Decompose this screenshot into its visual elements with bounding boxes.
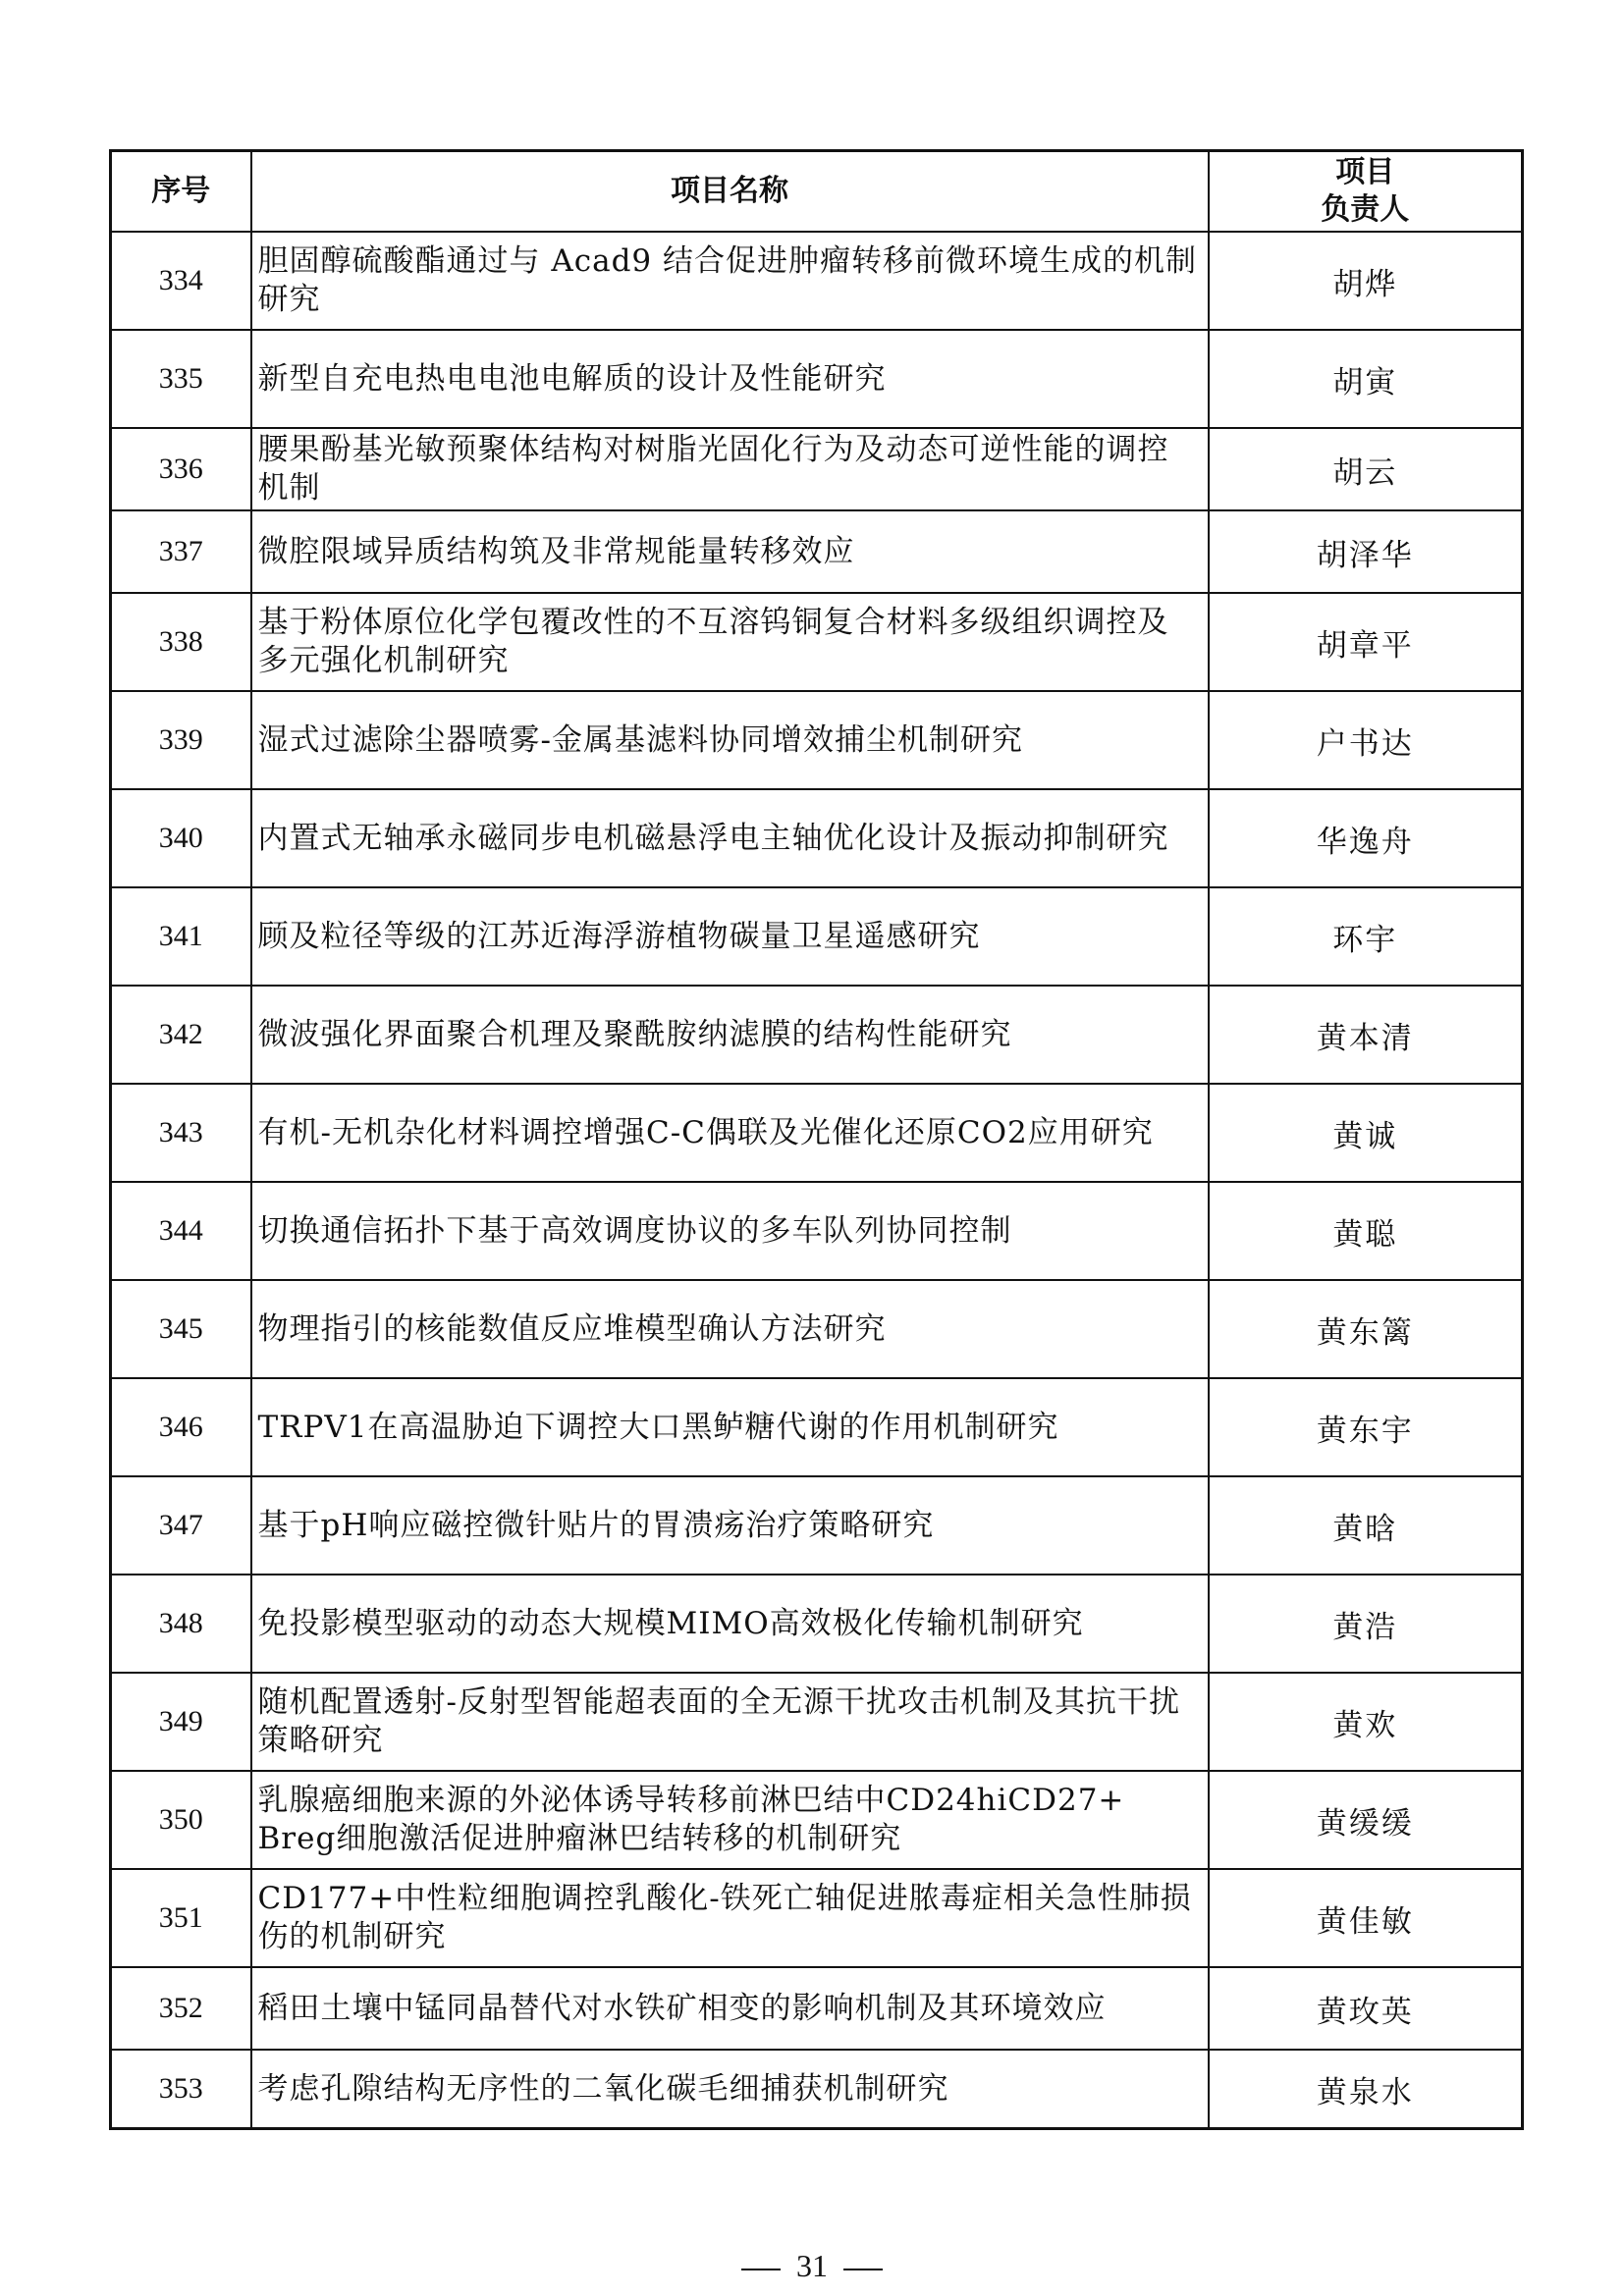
table-row xyxy=(111,1673,1523,1771)
row-project-name: 乳腺癌细胞来源的外泌体诱导转移前淋巴结中CD24hiCD27+ Breg细胞激活促进肿瘤淋巴结转移的机制研究 xyxy=(251,1771,1209,1869)
row-project-name: 湿式过滤除尘器喷雾-金属基滤料协同增效捕尘机制研究 xyxy=(251,691,1209,789)
row-leader: 黄诚 xyxy=(1209,1084,1523,1182)
row-leader: 胡云 xyxy=(1209,428,1523,510)
row-number: 346 xyxy=(111,1378,251,1476)
row-project-name: 胆固醇硫酸酯通过与 Acad9 结合促进肿瘤转移前微环境生成的机制研究 xyxy=(251,232,1209,330)
footer-left-dash xyxy=(741,2269,781,2270)
row-project-name: CD177+中性粒细胞调控乳酸化-铁死亡轴促进脓毒症相关急性肺损伤的机制研究 xyxy=(251,1869,1209,1967)
row-number: 344 xyxy=(111,1182,251,1280)
footer-right-dash xyxy=(843,2269,883,2270)
table-row xyxy=(111,1476,1523,1575)
row-number: 339 xyxy=(111,691,251,789)
row-number: 351 xyxy=(111,1869,251,1967)
header-serial-number: 序号 xyxy=(111,151,251,233)
table-row xyxy=(111,1084,1523,1182)
row-number: 342 xyxy=(111,986,251,1084)
row-project-name: 稻田土壤中锰同晶替代对水铁矿相变的影响机制及其环境效应 xyxy=(251,1967,1209,2050)
row-leader: 胡寅 xyxy=(1209,330,1523,428)
row-leader: 环宇 xyxy=(1209,887,1523,986)
table-row xyxy=(111,510,1523,593)
row-project-name: 基于粉体原位化学包覆改性的不互溶钨铜复合材料多级组织调控及多元强化机制研究 xyxy=(251,593,1209,691)
table-row xyxy=(111,232,1523,330)
table-row xyxy=(111,2050,1523,2129)
row-project-name: TRPV1在高温胁迫下调控大口黑鲈糖代谢的作用机制研究 xyxy=(251,1378,1209,1476)
row-project-name: 腰果酚基光敏预聚体结构对树脂光固化行为及动态可逆性能的调控机制 xyxy=(251,428,1209,510)
table-header-row xyxy=(111,151,1523,233)
row-project-name: 物理指引的核能数值反应堆模型确认方法研究 xyxy=(251,1280,1209,1378)
row-leader: 黄缓缓 xyxy=(1209,1771,1523,1869)
row-number: 334 xyxy=(111,232,251,330)
row-project-name: 顾及粒径等级的江苏近海浮游植物碳量卫星遥感研究 xyxy=(251,887,1209,986)
page-number: 31 xyxy=(796,2248,828,2283)
row-leader: 华逸舟 xyxy=(1209,789,1523,887)
row-leader: 黄本清 xyxy=(1209,986,1523,1084)
row-number: 340 xyxy=(111,789,251,887)
table-row xyxy=(111,1967,1523,2050)
row-project-name: 内置式无轴承永磁同步电机磁悬浮电主轴优化设计及振动抑制研究 xyxy=(251,789,1209,887)
row-leader: 黄聪 xyxy=(1209,1182,1523,1280)
table-row xyxy=(111,986,1523,1084)
row-leader: 黄晗 xyxy=(1209,1476,1523,1575)
row-number: 337 xyxy=(111,510,251,593)
row-project-name: 有机-无机杂化材料调控增强C-C偶联及光催化还原CO2应用研究 xyxy=(251,1084,1209,1182)
row-number: 349 xyxy=(111,1673,251,1771)
row-number: 353 xyxy=(111,2050,251,2129)
row-number: 350 xyxy=(111,1771,251,1869)
project-table xyxy=(109,149,1524,2130)
header-leader-line2: 负责人 xyxy=(1321,192,1410,227)
row-leader: 黄浩 xyxy=(1209,1575,1523,1673)
row-number: 348 xyxy=(111,1575,251,1673)
header-leader-line1: 项目 xyxy=(1335,155,1395,189)
table-row xyxy=(111,789,1523,887)
row-leader: 户书达 xyxy=(1209,691,1523,789)
row-number: 343 xyxy=(111,1084,251,1182)
row-leader: 黄玫英 xyxy=(1209,1967,1523,2050)
row-project-name: 基于pH响应磁控微针贴片的胃溃疡治疗策略研究 xyxy=(251,1476,1209,1575)
row-leader: 黄泉水 xyxy=(1209,2050,1523,2129)
header-project-leader xyxy=(1209,151,1523,233)
table-row xyxy=(111,1280,1523,1378)
row-leader: 黄佳敏 xyxy=(1209,1869,1523,1967)
table-row xyxy=(111,330,1523,428)
row-leader: 黄东篱 xyxy=(1209,1280,1523,1378)
table-row xyxy=(111,1575,1523,1673)
row-number: 352 xyxy=(111,1967,251,2050)
row-leader: 黄东宇 xyxy=(1209,1378,1523,1476)
row-project-name: 微腔限域异质结构筑及非常规能量转移效应 xyxy=(251,510,1209,593)
header-project-name: 项目名称 xyxy=(251,151,1209,233)
page-footer xyxy=(0,2248,1624,2284)
row-leader: 胡泽华 xyxy=(1209,510,1523,593)
row-number: 341 xyxy=(111,887,251,986)
table-row xyxy=(111,1182,1523,1280)
table-row xyxy=(111,428,1523,510)
row-project-name: 切换通信拓扑下基于高效调度协议的多车队列协同控制 xyxy=(251,1182,1209,1280)
table-row xyxy=(111,887,1523,986)
row-number: 335 xyxy=(111,330,251,428)
row-number: 345 xyxy=(111,1280,251,1378)
row-number: 336 xyxy=(111,428,251,510)
table-row xyxy=(111,1869,1523,1967)
row-project-name: 新型自充电热电电池电解质的设计及性能研究 xyxy=(251,330,1209,428)
table-row xyxy=(111,691,1523,789)
table-row xyxy=(111,1378,1523,1476)
table-row xyxy=(111,593,1523,691)
row-leader: 胡章平 xyxy=(1209,593,1523,691)
row-leader: 黄欢 xyxy=(1209,1673,1523,1771)
row-number: 347 xyxy=(111,1476,251,1575)
row-number: 338 xyxy=(111,593,251,691)
table-row xyxy=(111,1771,1523,1869)
row-project-name: 微波强化界面聚合机理及聚酰胺纳滤膜的结构性能研究 xyxy=(251,986,1209,1084)
row-project-name: 考虑孔隙结构无序性的二氧化碳毛细捕获机制研究 xyxy=(251,2050,1209,2129)
row-project-name: 随机配置透射-反射型智能超表面的全无源干扰攻击机制及其抗干扰策略研究 xyxy=(251,1673,1209,1771)
row-leader: 胡烨 xyxy=(1209,232,1523,330)
row-project-name: 免投影模型驱动的动态大规模MIMO高效极化传输机制研究 xyxy=(251,1575,1209,1673)
